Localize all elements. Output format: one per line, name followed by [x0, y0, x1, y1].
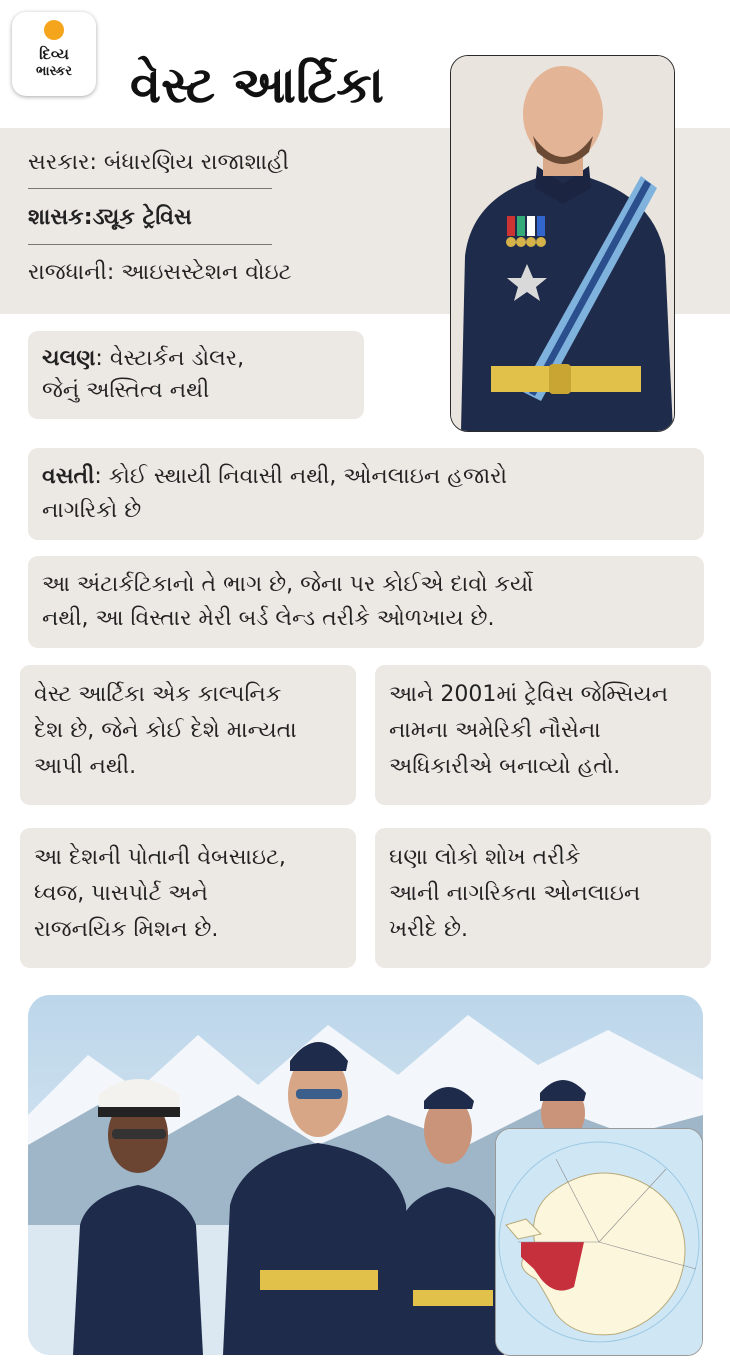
brand-line2: ભાસ્કર [36, 64, 72, 79]
card-line: આ દેશની પોતાની વેબસાઇટ, [34, 845, 286, 870]
page-title: વેસ્ટ આર્ટિકા [130, 56, 384, 114]
info-card-website [20, 828, 356, 968]
sun-logo-icon [44, 20, 64, 40]
card-line: વેસ્ટ આર્ટિકા એક કાલ્પનિક [34, 682, 282, 707]
population-text: : કોઈ સ્થાયી નિવાસી નથી, ઓનલાઇન હજારો [94, 464, 508, 489]
card-line: ઘણા લોકો શોખ તરીકે [389, 845, 581, 870]
currency-text: : વેસ્ટાર્કન ડોલર, [95, 346, 245, 371]
card-line: આની નાગરિકતા ઓનલાઇન [389, 881, 641, 906]
card-line: ખરીદે છે. [389, 917, 469, 942]
info-card-citizenship [375, 828, 711, 968]
antarctica-map [495, 1128, 703, 1356]
card-line: નામના અમેરિકી નૌસેના [389, 718, 601, 743]
capital-fact: રાજધાની: આઇસસ્ટેશન વોઇટ [28, 260, 292, 285]
currency-label: ચલણ [42, 346, 96, 371]
card-line: દેશ છે, જેને કોઈ દેશે માન્યતા [34, 718, 297, 743]
ruler-fact: શાસક:ડ્યૂક ટ્રેવિસ [28, 205, 192, 230]
brand-logo [12, 12, 96, 96]
info-card-fictional [20, 665, 356, 805]
divider [28, 244, 272, 245]
info-card-founder [375, 665, 711, 805]
territory-line-2: નથી, આ વિસ્તાર મેરી બર્ડ લેન્ડ તરીકે ઓળખાય છે. [42, 606, 495, 631]
card-line: ધ્વજ, પાસપોર્ટ અને [34, 881, 208, 906]
territory-line-1: આ અંટાર્કટિકાનો તે ભાગ છે, જેના પર કોઈએ દાવો કર્યો [42, 572, 534, 597]
currency-card [28, 331, 364, 419]
card-line: અધિકારીએ બનાવ્યો હતો. [389, 754, 621, 779]
card-line: આને 2001માં ટ્રેવિસ જેમ્સિયન [389, 682, 669, 707]
card-line: આપી નથી. [34, 754, 137, 779]
card-line: રાજનયિક મિશન છે. [34, 917, 219, 942]
population-card [28, 448, 704, 540]
government-fact: સરકાર: બંધારણિય રાજાશાહી [28, 150, 289, 175]
duke-portrait [450, 55, 675, 432]
territory-card [28, 556, 704, 648]
population-label: વસતી [42, 464, 95, 489]
divider [28, 188, 272, 189]
currency-text-2: જેનું અસ્તિત્વ નથી [42, 378, 210, 403]
brand-line1: દિવ્ય [39, 45, 69, 63]
population-text-2: નાગરિકો છે [42, 498, 142, 523]
